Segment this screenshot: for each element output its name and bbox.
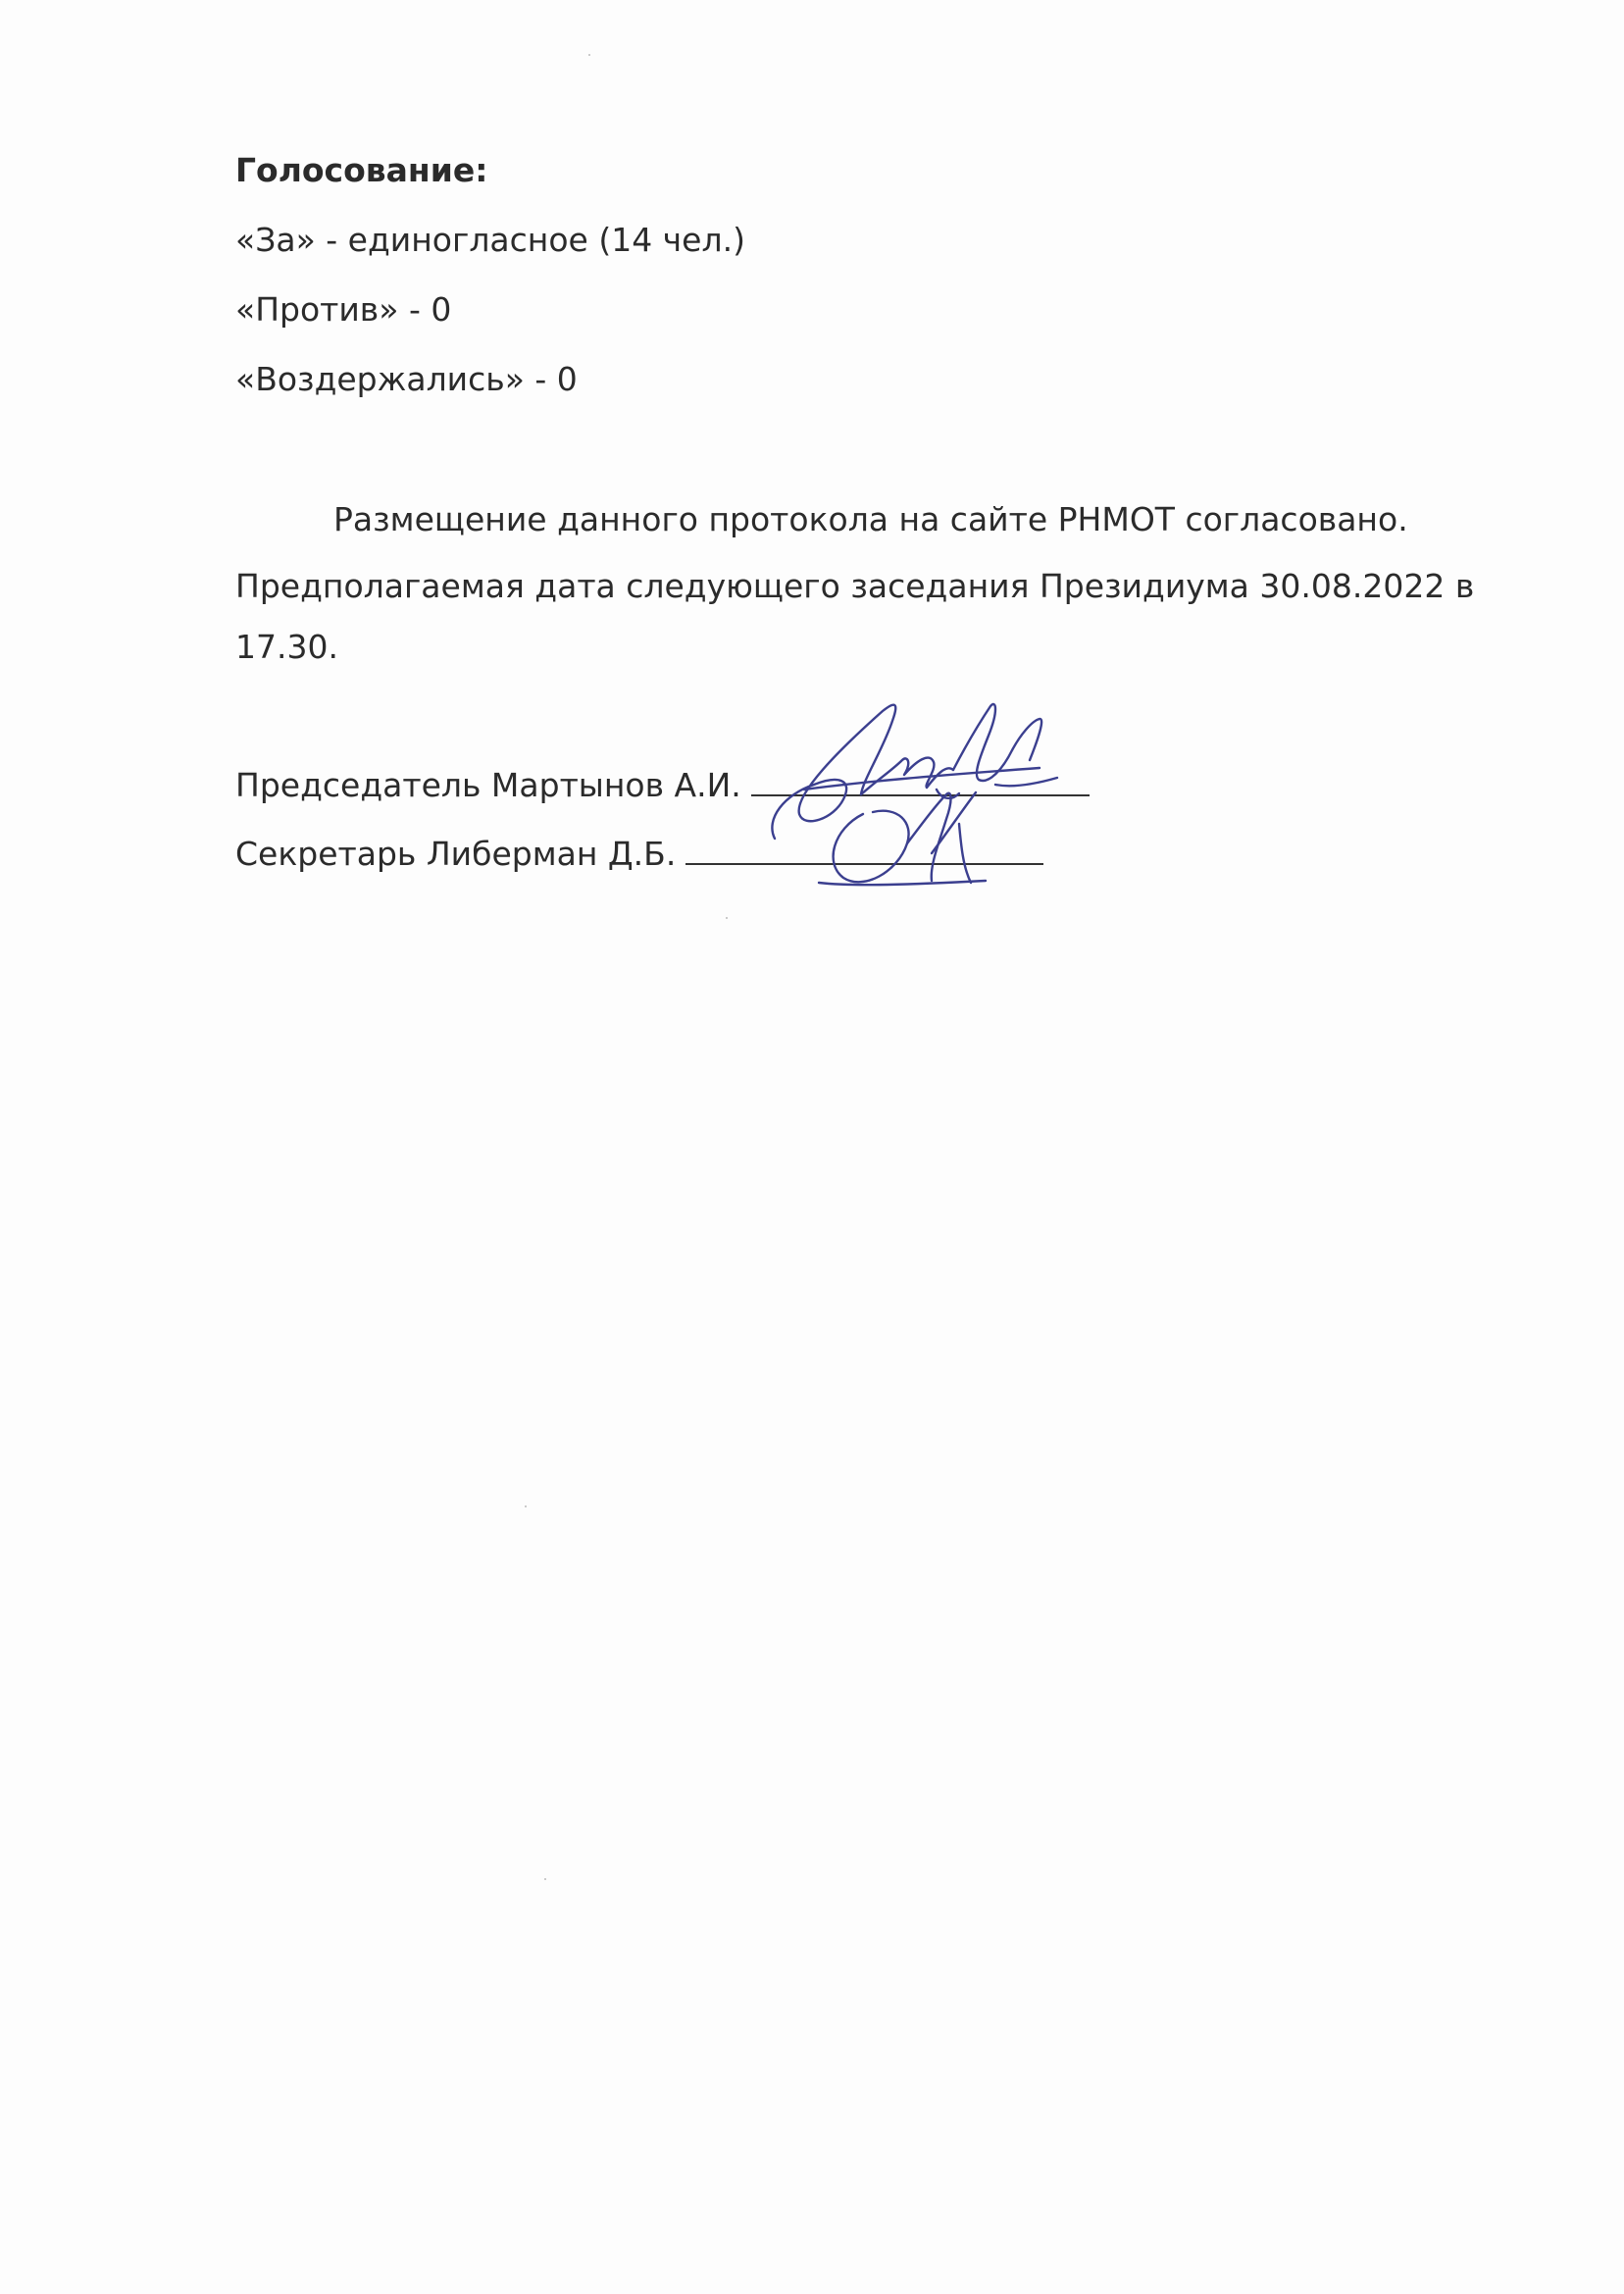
chair-signature-line xyxy=(751,765,1090,796)
scan-speck xyxy=(726,917,728,919)
publication-approval: Размещение данного протокола на сайте РНМОТ согласовано. xyxy=(333,500,1408,538)
vote-against-line: «Против» - 0 xyxy=(235,290,452,329)
scan-speck xyxy=(544,1878,546,1880)
scan-speck xyxy=(525,1505,527,1507)
vote-for-line: «За» - единогласное (14 чел.) xyxy=(235,221,745,259)
voting-heading: Голосование: xyxy=(235,151,488,189)
vote-abstained-line: «Воздержались» - 0 xyxy=(235,360,578,398)
chair-name: Председатель Мартынов А.И. xyxy=(235,766,741,804)
secretary-signature-row xyxy=(235,834,1043,874)
chair-signature-row xyxy=(235,765,1090,805)
scan-speck xyxy=(588,54,590,56)
next-meeting-time: 17.30. xyxy=(235,628,338,666)
secretary-signature-line xyxy=(685,834,1043,865)
next-meeting-date: Предполагаемая дата следующего заседания Президиума 30.08.2022 в xyxy=(235,567,1475,605)
secretary-name: Секретарь Либерман Д.Б. xyxy=(235,835,677,873)
